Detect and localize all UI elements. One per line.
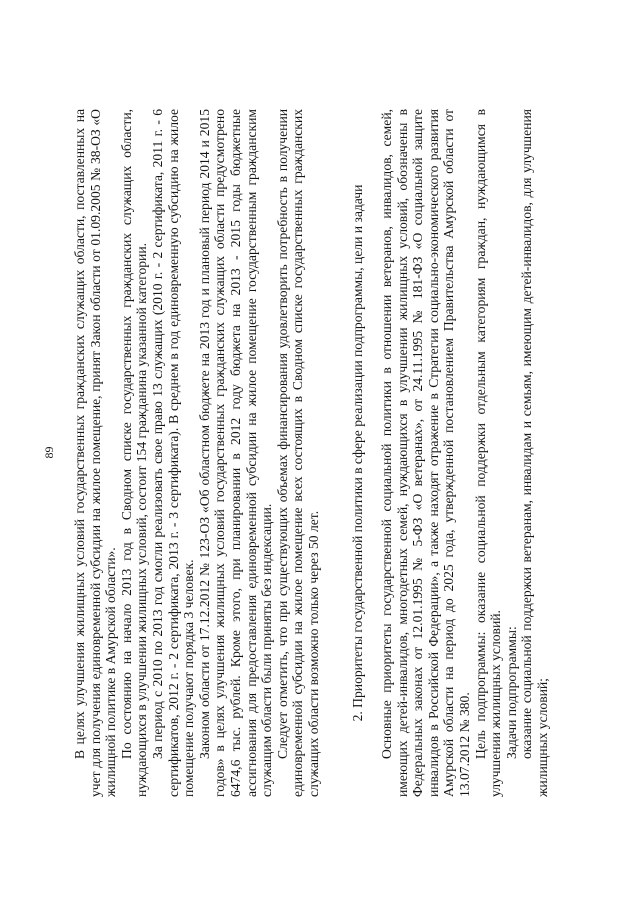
paragraph-summary-list: По состоянию на начало 2013 год в Сводном списке государственных гражданских служащих области, нуждающихся в улучшении жилищных условий, состоит 154 гражданина указанной категории. (118, 109, 150, 797)
paragraph-task-item: оказание социальной поддержки ветеранам, инвалидам и семьям, имеющим детей-инвалидов, для улучшения жилищных условий; (519, 109, 551, 797)
document-body (72, 109, 551, 797)
paragraph-financing-note: Следует отметить, что при существующих объемах финансирования удовлетворить потребность в получении единовременной субсидии на жилое помещение всех состоящих в Сводном списке государственных гражданских служащих области возможно только через 50 лет. (274, 109, 321, 797)
spacer (322, 109, 336, 797)
paragraph-budget-law: Законом области от 17.12.2012 № 123-ОЗ «Об областном бюджете на 2013 год и плановый период 2014 и 2015 годов» в целях улучшения жилищных условий государственных гражданских служащих области предусмотрено 6474,6 тыс. рублей. Кроме этого, при планировании в 2012 году бюджета на 2013 - 2015 годы бюджетные ассигнования для предоставления единовременной субсидии на жилое помещение государственным гражданским служащим области были приняты без индексации. (196, 109, 275, 797)
paragraph-goal: Цель подпрограммы: оказание социальной поддержки отдельным категориям граждан, нуждающимся в улучшении жилищных условий. (472, 109, 504, 797)
page-number: 89 (42, 446, 56, 459)
paragraph-certificates: За период с 2010 по 2013 год смогли реализовать свое право 13 служащих (2010 г. - 2 сертификата, 2011 г. - 6 сертификатов, 2012 г. - 2 сертификата, 2013 г. - 3 сертификата). В среднем в год единовременную субсидию на жилое помещение получают порядка 3 человек. (149, 109, 197, 797)
section-heading: 2. Приоритеты государственной политики в сфере реализации подпрограммы, цели и задачи (349, 184, 365, 722)
paragraph-priorities: Основные приоритеты государственной социальной политики в отношении ветеранов, инвалидов, семей, имеющих детей-инвалидов, многодетных семей, нуждающихся в улучшении жилищных условий, обозначены в Федеральных законах от 12.01.1995 № 5-ФЗ «О ветеранах», от 24.11.1995 № 181-ФЗ «О социальной защите инвалидов в Российской Федерации», а также находят отражение в Стратегии социально-экономического развития Амурской области на период до 2025 года, утвержденной постановлением Правительства Амурской области от 13.07.2012 № 380. (379, 109, 473, 797)
paragraph-tasks-heading: Задачи подпрограммы: (503, 626, 519, 759)
paragraph-housing-law: В целях улучшения жилищных условий государственных гражданских служащих области, поставленных на учет для получения единовременной субсидии на жилое помещение, принят Закон области от 01.09.2005 № 38-ОЗ «О жилищной политике в Амурской области». (72, 109, 119, 797)
